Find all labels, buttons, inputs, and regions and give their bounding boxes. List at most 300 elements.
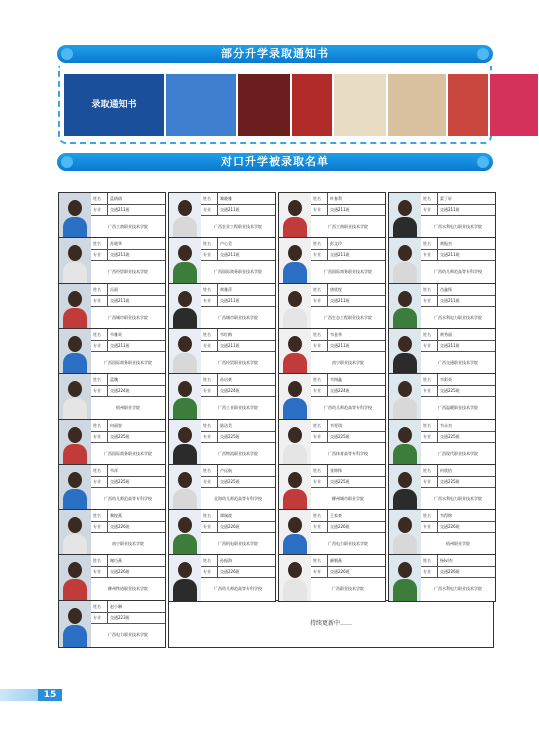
student-school: 广西温暖职业技术学院 [438,405,478,411]
student-name: 韦锡鑫 [327,374,342,385]
student-card [58,283,166,331]
admission-letter-photo [448,74,488,136]
student-name: 韦彩英 [437,374,452,385]
student-school: 广西交通职业技术学院 [438,359,478,365]
student-name: 韦红梅 [217,329,232,340]
student-school: 广西工业职业技术学院 [218,405,258,411]
student-school: 广西国际商务职业技术学院 [104,450,152,456]
student-photo [59,374,91,420]
name-label: 姓名 [423,331,431,337]
student-photo [59,193,91,239]
student-photo-face [68,562,82,578]
name-label: 姓名 [313,513,321,519]
student-name: 孙振海 [217,555,232,566]
student-photo [389,555,421,601]
student-school: 柳州城市职业学院 [332,495,364,501]
student-school: 南宁职业技术学院 [112,541,144,547]
student-card [168,328,276,376]
student-school: 广西水利电力职业技术学院 [434,586,482,592]
student-photo-body [393,444,417,466]
student-card [168,464,276,512]
student-card [168,509,276,557]
major-label: 专业 [93,569,101,575]
student-photo [389,284,421,330]
student-school: 广西电力职业技术学院 [328,541,368,547]
major-label: 专业 [203,342,211,348]
student-school: 广西城市职业技术学院 [108,314,148,320]
major-label: 专业 [93,297,101,303]
student-photo [59,420,91,466]
student-major: 交通211班 [217,204,240,215]
student-school: 广西职业技术学院 [332,586,364,592]
admission-letter-photo [334,74,386,136]
student-photo-body [173,353,197,375]
student-major: 交通211班 [437,340,460,351]
student-photo [389,465,421,511]
student-card [168,373,276,421]
student-photo [279,329,311,375]
student-name: 韦雅英 [107,329,122,340]
student-photo-face [68,608,82,624]
student-card [278,192,386,240]
student-photo [279,284,311,330]
student-photo-face [68,291,82,307]
name-label: 姓名 [423,196,431,201]
student-photo [389,329,421,375]
student-name: 冯丽 [107,284,118,295]
student-major: 交通211班 [327,249,350,260]
name-label: 姓名 [203,196,211,201]
student-major: 交通211班 [107,249,130,260]
name-label: 姓名 [203,422,211,428]
student-photo-body [393,398,417,420]
student-major: 交通223班 [107,612,130,623]
student-photo [169,284,201,330]
student-major: 交通225班 [437,385,460,396]
student-school: 梧州职业学院 [116,405,140,411]
student-major: 交通225班 [107,476,130,487]
student-school: 广西物流职业技术学院 [218,450,258,456]
student-major: 交通224班 [327,385,350,396]
student-photo-face [288,336,302,352]
student-major: 交通211班 [327,295,350,306]
student-major: 交通226班 [437,566,460,577]
student-major: 交通224班 [107,385,130,396]
student-photo-face [288,427,302,443]
student-name: 卢远航 [217,465,232,476]
student-major: 交通225班 [327,431,350,442]
student-photo-body [63,625,87,647]
major-label: 专业 [93,207,101,212]
student-card [278,237,386,285]
student-photo-face [178,562,192,578]
name-label: 姓名 [93,558,101,564]
student-photo-body [63,308,87,330]
student-school: 梧州职业学院 [446,541,470,547]
name-label: 姓名 [313,377,321,383]
student-school: 南宁职业技术学院 [332,359,364,365]
student-photo-body [63,353,87,375]
student-major: 交通226班 [327,566,350,577]
student-photo-body [393,489,417,511]
student-school: 广西经贸职业技术学院 [108,269,148,275]
major-label: 专业 [93,614,101,620]
student-card [168,237,276,285]
major-label: 专业 [313,207,321,212]
student-school: 柳州铁道职业技术学院 [108,586,148,592]
student-name: 黎晓雅 [217,193,232,204]
student-photo-face [288,245,302,261]
student-name: 苏媛华 [107,238,122,249]
student-photo-face [178,472,192,488]
student-major: 交通225班 [107,431,130,442]
name-label: 姓名 [93,513,101,519]
student-card [168,419,276,467]
section-title-admission-list: 对口升学被录取名单 [57,153,493,171]
student-photo-face [288,562,302,578]
student-school: 广西幼儿师范高等专科学校 [324,405,372,411]
student-major: 交通211班 [217,340,240,351]
major-label: 专业 [423,342,431,348]
student-photo-face [68,200,82,216]
name-label: 姓名 [93,286,101,292]
student-major: 交通211班 [327,204,350,215]
student-photo [389,374,421,420]
major-label: 专业 [203,297,211,303]
student-major: 交通226班 [107,521,130,532]
student-name: 彭文玲 [327,238,342,249]
major-label: 专业 [93,252,101,258]
student-photo-face [398,472,412,488]
major-label: 专业 [423,388,431,394]
student-photo-face [288,200,302,216]
student-name: 叶春利 [327,193,342,204]
student-major: 交通226班 [437,521,460,532]
student-school: 广西水利电力职业技术学院 [434,224,482,229]
student-photo [279,193,311,239]
student-name: 张锦锋 [327,465,342,476]
name-label: 姓名 [203,377,211,383]
student-photo-body [173,262,197,284]
name-label: 姓名 [93,467,101,473]
student-photo-face [288,472,302,488]
name-label: 姓名 [423,286,431,292]
student-major: 交通225班 [217,431,240,442]
student-card [278,419,386,467]
student-name: 何欣怡 [437,465,452,476]
student-school: 广西工商职业技术学院 [328,224,368,229]
student-major: 交通211班 [437,204,460,215]
student-major: 交通211班 [107,204,130,215]
student-name: 蒙丁轩 [437,193,452,204]
student-photo-face [398,336,412,352]
student-photo [279,465,311,511]
student-photo [169,510,201,556]
name-label: 姓名 [313,467,321,473]
name-label: 姓名 [93,377,101,383]
student-name: 黎锐燕 [107,510,122,521]
student-photo-face [398,291,412,307]
student-school: 广西体育高等专科学校 [328,450,368,456]
student-photo-body [283,353,307,375]
student-name: 孙启豪 [217,374,232,385]
student-photo-body [63,398,87,420]
student-photo [169,465,201,511]
name-label: 姓名 [423,241,431,247]
student-major: 交通211班 [107,295,130,306]
student-card [58,328,166,376]
student-school: 广西国际商务职业技术学院 [104,359,152,365]
admission-letter-photo [388,74,446,136]
student-major: 交通211班 [217,249,240,260]
student-photo-face [68,472,82,488]
student-admission-grid [58,192,494,648]
major-label: 专业 [313,388,321,394]
student-name: 唐欣悦 [327,284,342,295]
name-label: 姓名 [313,196,321,201]
student-photo-face [178,245,192,261]
page-number: 15 [38,689,62,701]
student-photo [389,420,421,466]
student-school: 广西生态工程职业技术学院 [324,314,372,320]
student-photo-face [288,381,302,397]
major-label: 专业 [423,478,431,484]
student-photo [389,238,421,284]
student-photo [389,193,421,239]
student-photo-face [398,517,412,533]
name-label: 姓名 [313,558,321,564]
student-photo [59,329,91,375]
student-photo-face [178,200,192,216]
student-photo [59,510,91,556]
student-name: 王家豪 [327,510,342,521]
major-label: 专业 [203,433,211,439]
student-major: 交通211班 [437,295,460,306]
student-photo-body [173,534,197,556]
student-photo-body [393,308,417,330]
student-photo-body [63,579,87,601]
student-photo [59,555,91,601]
student-name: 颜朝燕 [327,555,342,566]
student-photo-body [283,217,307,239]
student-major: 交通211班 [107,340,130,351]
student-school: 广西现代职业技术学院 [438,450,478,456]
major-label: 专业 [423,297,431,303]
student-card [58,237,166,285]
student-photo [169,374,201,420]
student-photo-body [173,217,197,239]
major-label: 专业 [203,478,211,484]
major-label: 专业 [203,388,211,394]
student-photo-face [68,381,82,397]
major-label: 专业 [313,524,321,530]
student-name: 蓝倩倩 [107,193,122,204]
student-photo [169,193,201,239]
student-name: 肖鑫锋 [437,284,452,295]
student-photo [169,238,201,284]
student-card [388,419,496,467]
student-photo [279,510,311,556]
name-label: 姓名 [93,331,101,337]
student-photo-body [283,579,307,601]
student-school: 广西电力职业技术学院 [108,631,148,637]
student-photo-face [68,245,82,261]
name-label: 姓名 [313,422,321,428]
admission-letter-photo-strip [58,66,492,144]
student-photo-body [63,262,87,284]
student-major: 交通225班 [437,476,460,487]
student-card [388,328,496,376]
student-card [58,192,166,240]
student-photo-body [63,444,87,466]
major-label: 专业 [313,342,321,348]
student-photo-body [283,489,307,511]
student-name: 杨lvl杰 [437,555,453,566]
student-major: 交通226班 [107,566,130,577]
name-label: 姓名 [423,422,431,428]
admission-letter-photo: 录取通知书 [64,74,164,136]
student-photo-face [68,336,82,352]
major-label: 专业 [203,252,211,258]
student-card [58,509,166,557]
student-name: 黄雅萍 [217,284,232,295]
name-label: 姓名 [203,286,211,292]
student-photo-body [173,444,197,466]
student-card [168,192,276,240]
name-label: 姓名 [203,467,211,473]
major-label: 专业 [203,207,211,212]
student-photo [59,238,91,284]
student-card [388,554,496,602]
student-school: 广西幼儿师范高等专科学校 [214,586,262,592]
name-label: 姓名 [423,377,431,383]
student-major: 交通211班 [437,249,460,260]
student-major: 交通226班 [327,521,350,532]
major-label: 专业 [93,524,101,530]
name-label: 姓名 [93,196,101,201]
student-card [58,373,166,421]
student-card [388,237,496,285]
student-photo-face [288,517,302,533]
name-label: 姓名 [313,286,321,292]
student-school: 广西幼儿师范高等专科学校 [104,495,152,501]
student-photo [279,555,311,601]
major-label: 专业 [313,297,321,303]
student-photo-face [178,381,192,397]
student-card [58,464,166,512]
student-photo [59,601,91,647]
student-name: 卢心美 [217,238,232,249]
student-school: 广西农业工程职业技术学院 [214,224,262,229]
student-school: 广西城市职业技术学院 [218,314,258,320]
name-label: 姓名 [423,558,431,564]
student-school: 广西国际商务职业技术学院 [324,269,372,275]
student-photo-face [288,291,302,307]
student-card [278,373,386,421]
student-school: 广西水利电力职业技术学院 [434,314,482,320]
student-photo-face [398,200,412,216]
student-photo-face [68,427,82,443]
student-photo-body [63,534,87,556]
student-photo-body [63,217,87,239]
student-card [278,283,386,331]
student-major: 交通225班 [217,476,240,487]
admission-letter-photo [238,74,290,136]
student-photo [389,510,421,556]
student-photo [169,420,201,466]
student-photo-face [178,517,192,533]
name-label: 姓名 [203,331,211,337]
student-photo-body [283,398,307,420]
name-label: 姓名 [203,558,211,564]
section-title-admission-letters: 部分升学录取通知书 [57,45,493,63]
admission-letter-photo [490,74,538,136]
student-photo-body [393,217,417,239]
student-school: 广西国际商务职业技术学院 [214,269,262,275]
student-name: 谭瑞波 [217,510,232,521]
student-card [278,509,386,557]
student-photo-face [398,427,412,443]
student-major: 交通226班 [217,521,240,532]
student-photo-face [68,517,82,533]
student-photo [279,374,311,420]
student-photo [59,465,91,511]
major-label: 专业 [93,478,101,484]
major-label: 专业 [313,433,321,439]
major-label: 专业 [203,569,211,575]
student-school: 广西幼儿师范高等专科学校 [434,269,482,275]
student-photo [279,420,311,466]
student-photo-body [393,534,417,556]
student-name: 韦金华 [327,329,342,340]
student-photo-face [398,562,412,578]
major-label: 专业 [93,342,101,348]
student-photo-body [283,534,307,556]
student-name: 韦永杰 [437,420,452,431]
student-card [58,600,166,648]
student-photo-body [173,398,197,420]
student-card [388,464,496,512]
student-photo-body [173,308,197,330]
student-card [278,554,386,602]
student-photo-body [283,308,307,330]
student-card [388,192,496,240]
student-major: 交通225班 [327,476,350,487]
student-photo [279,238,311,284]
student-photo-body [63,489,87,511]
admission-letter-photo [166,74,236,136]
name-label: 姓名 [93,241,101,247]
student-school: 广西水利电力职业技术学院 [434,495,482,501]
name-label: 姓名 [93,422,101,428]
student-photo-body [173,489,197,511]
student-name: 韦祥 [107,465,118,476]
student-photo-face [398,381,412,397]
major-label: 专业 [313,252,321,258]
student-name: 何丽容 [107,420,122,431]
student-major: 交通225班 [437,431,460,442]
student-card [168,283,276,331]
student-card [388,373,496,421]
student-school: 广西工商职业技术学院 [108,224,148,229]
name-label: 姓名 [93,603,101,609]
name-label: 姓名 [423,467,431,473]
admission-letter-photo [292,74,332,136]
student-photo-face [178,291,192,307]
student-photo-body [283,262,307,284]
student-photo [169,555,201,601]
more-coming-note: 持续更新中…… [168,600,494,648]
